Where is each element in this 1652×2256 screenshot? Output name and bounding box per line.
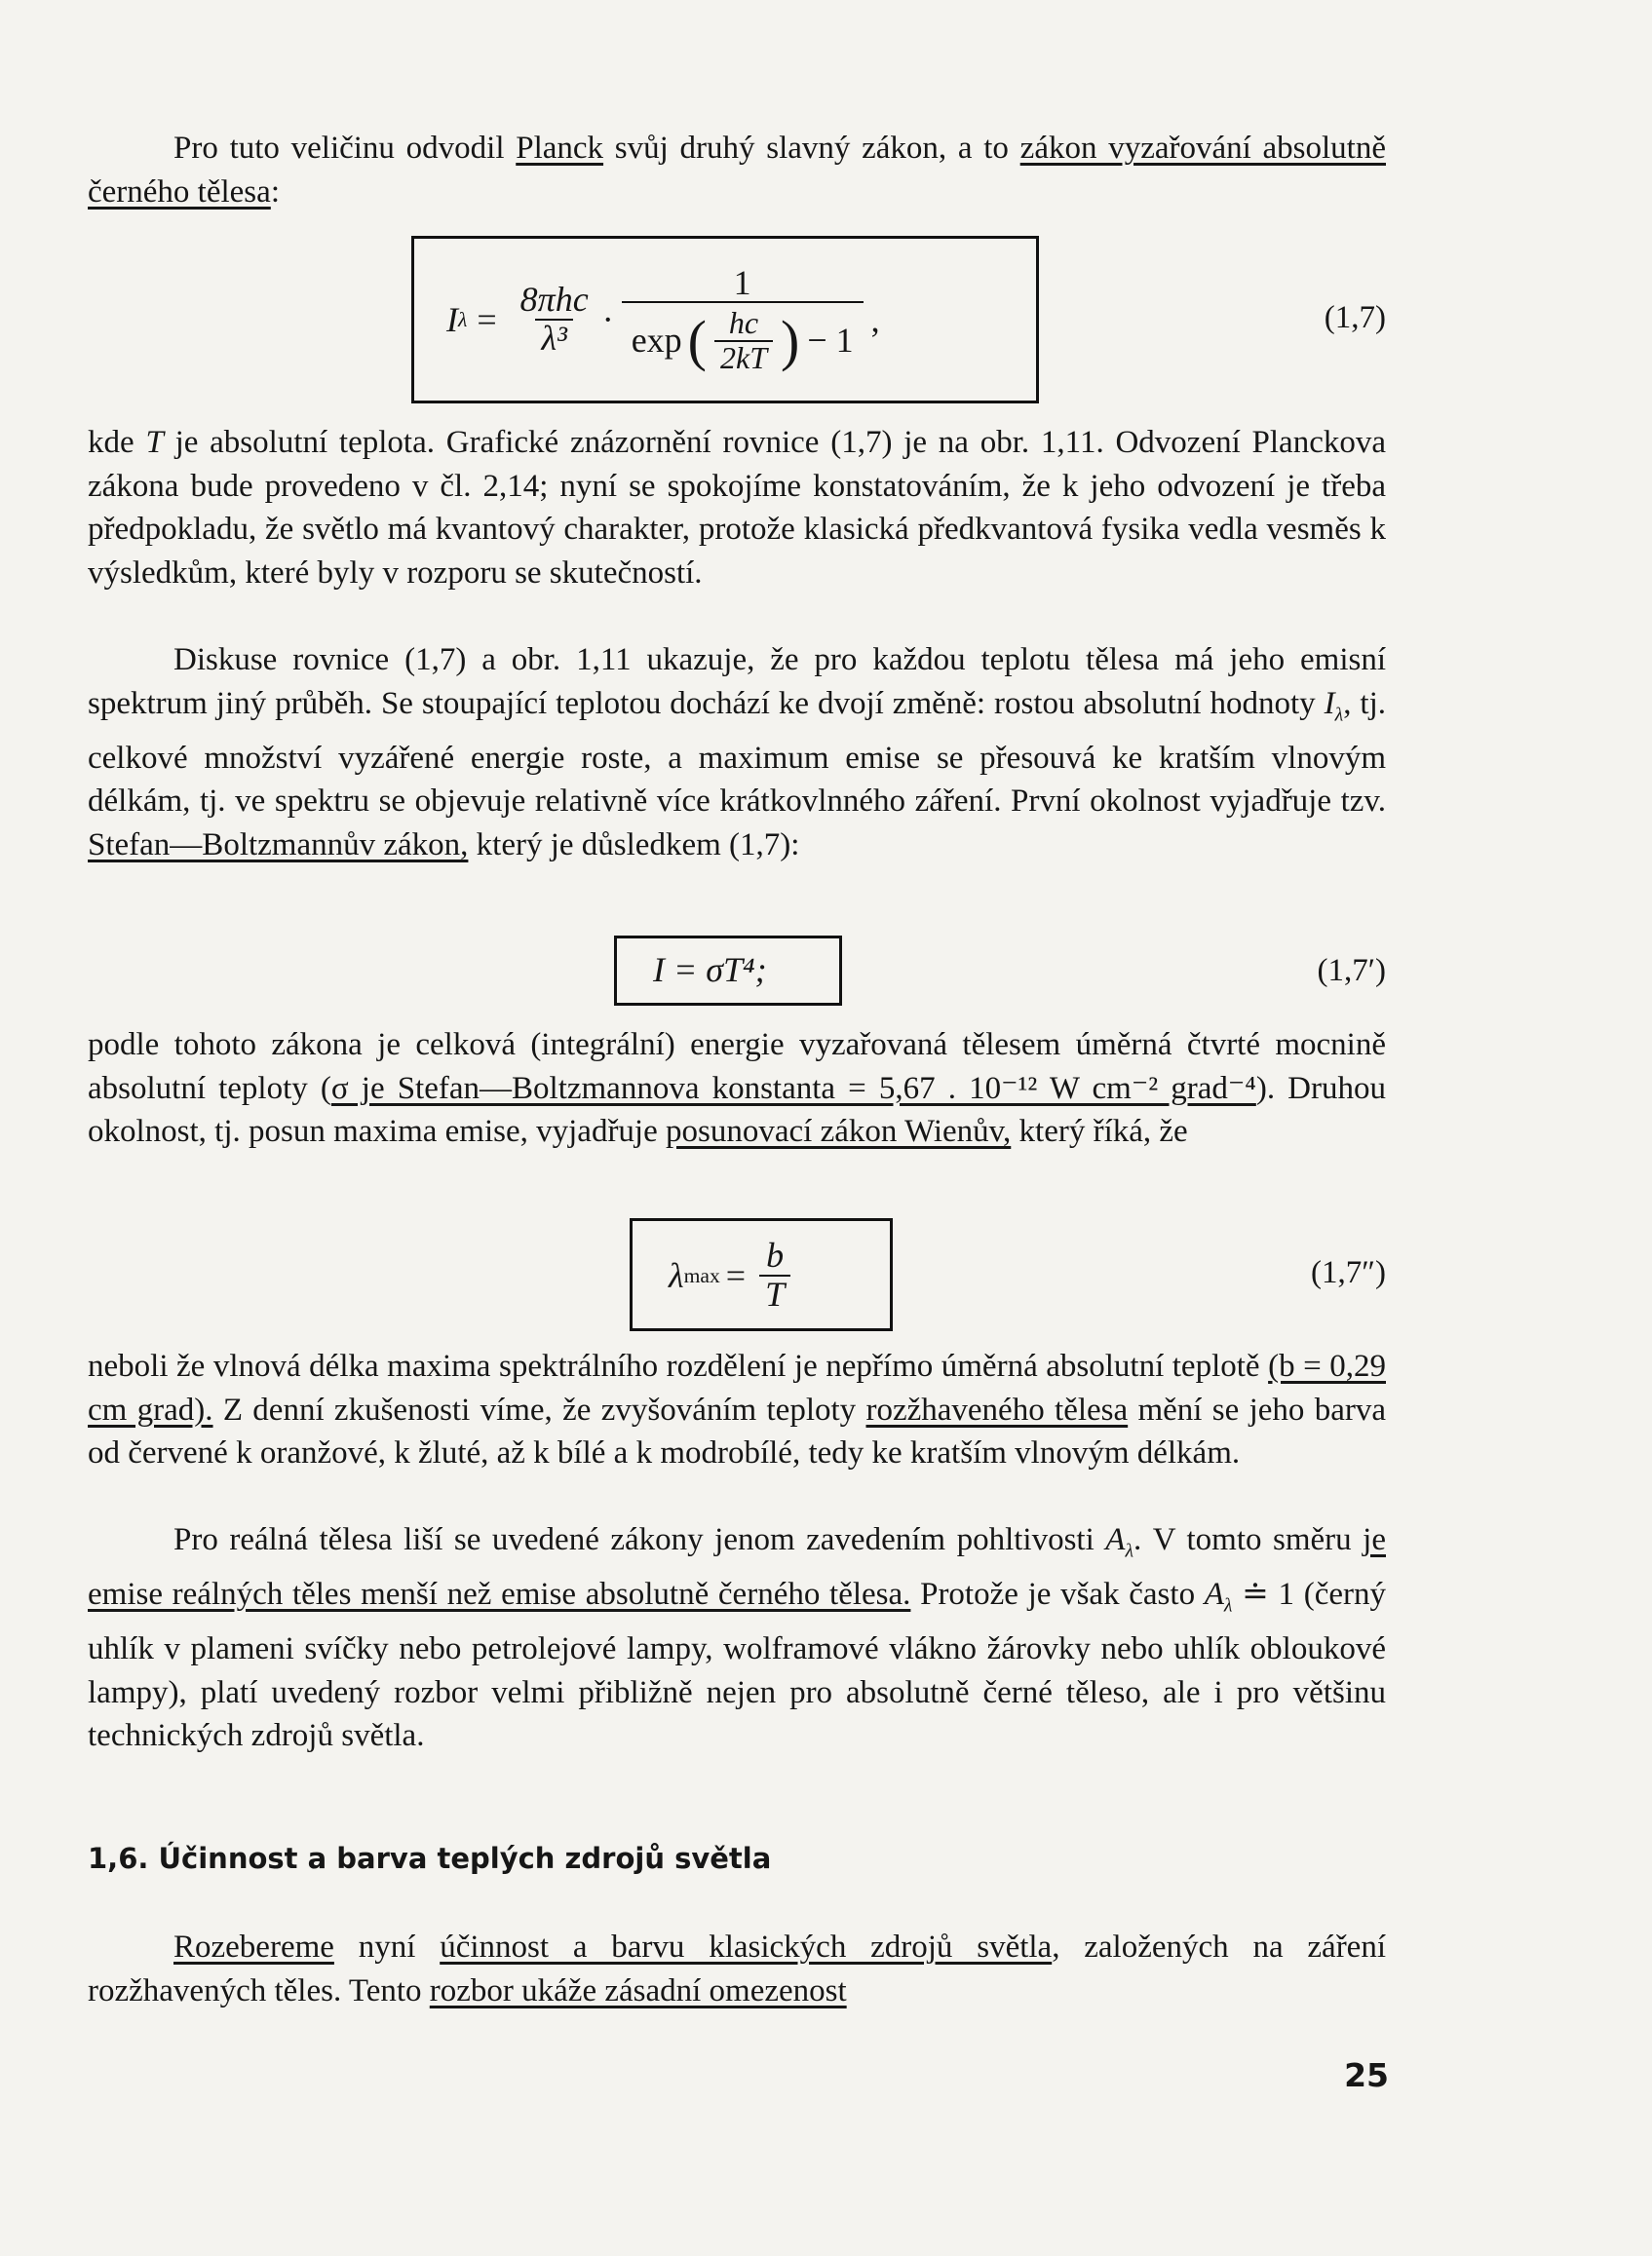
text: Protože je však často <box>910 1577 1205 1613</box>
eq-lhs: λ <box>669 1256 684 1295</box>
symbol-A: A <box>1105 1522 1126 1557</box>
symbol-I: I <box>1324 685 1335 721</box>
eq-equals: = <box>477 300 497 339</box>
minus-one: − 1 <box>807 320 854 360</box>
paragraph-wien-consequence <box>88 1345 1386 1475</box>
equation-planck <box>446 251 880 388</box>
planck-name: Planck <box>516 131 604 166</box>
frac-denominator: λ³ <box>535 319 572 358</box>
frac-numerator: 8πhc <box>519 280 589 320</box>
underlined-phrase: účinnost a barvu klasických zdrojů světla <box>440 1930 1053 1965</box>
exp-label: exp <box>631 320 682 360</box>
inner-denominator: 2kT <box>714 340 773 375</box>
equation-wien <box>669 1224 798 1327</box>
text: mění se jeho barva od červené k oranžové, k žluté, až k bílé a k modrobílé, tedy ke kratším vlnovým délkám. <box>88 1392 1386 1471</box>
eq-lhs-sub: max <box>683 1263 720 1287</box>
paragraph-planck-intro <box>88 127 1386 213</box>
hot-body-underlined: rozžhaveného tělesa <box>865 1392 1129 1428</box>
text: neboli že vlnová délka maxima spektrálního rozdělení je nepřímo úměrná absolutní teplotě <box>88 1349 1269 1384</box>
symbol-I-sub: λ <box>1334 704 1344 726</box>
frac-denominator: T <box>759 1275 790 1314</box>
symbol-T: T <box>145 425 164 460</box>
text: Diskuse rovnice (1,7) a obr. 1,11 ukazuje, že pro každou teplotu tělesa má jeho emisní spektrum jiný průběh. Se stoupající teplotou dochází ke dvojí změně: rostou absolutní hodnoty <box>88 642 1386 721</box>
fraction-exp <box>622 262 864 375</box>
eq-lhs-sub: λ <box>458 307 468 331</box>
fraction-constant <box>515 282 595 358</box>
text: . V tomto směru <box>1133 1522 1364 1557</box>
text: Pro tuto veličinu odvodil <box>173 131 517 166</box>
underlined-phrase: rozbor ukáže zásadní omezenost <box>429 1972 847 2008</box>
symbol-A: A <box>1204 1577 1224 1613</box>
symbol-A-sub: λ <box>1223 1594 1233 1617</box>
stefan-constant: σ je Stefan—Boltzmannova konstanta = 5,67 . 10⁻¹² W cm⁻² grad⁻⁴ <box>330 1070 1256 1106</box>
text: nyní <box>333 1930 441 1965</box>
eq-dot: · <box>601 300 614 339</box>
law-name-underlined: zákon vyzařování absolutně černého tělesa <box>88 131 1386 210</box>
text: , založených na záření rozžhavených těles. Tento <box>88 1930 1387 2008</box>
underlined-word: Rozebereme <box>173 1930 334 1965</box>
fraction-wien <box>759 1238 790 1314</box>
wien-law: posunovací zákon Wienův, <box>666 1114 1012 1149</box>
text: svůj druhý slavný zákon, a to <box>603 131 1020 166</box>
eq-lhs: I <box>446 300 458 339</box>
paragraph-real-bodies <box>88 1518 1386 1758</box>
text: je absolutní teplota. Grafické znázornění rovnice (1,7) je na obr. 1,11. Odvození Planckova zákona bude provedeno v čl. 2,14; nyní se spokojíme konstatováním, že k jeho odvození je třeba předpokladu, že světlo má kvantový charakter, protože klasická předkvantová fysika vedla vesměs k výsledkům, které byly v rozporu se skutečností. <box>88 425 1386 591</box>
fraction-inner <box>714 307 773 374</box>
text: který je důsledkem (1,7): <box>468 826 800 862</box>
section-title: Účinnost a barva teplých zdrojů světla <box>158 1842 772 1875</box>
frac-denominator: exp ( $\frac{hc}{2kT}$ ) − 1 <box>622 301 864 374</box>
page-number: 25 <box>1344 2056 1389 2094</box>
stefan-boltzmann-law: Stefan—Boltzmannův zákon, <box>88 826 469 862</box>
paragraph-absolute-temperature <box>88 421 1386 594</box>
paragraph-section-intro <box>88 1926 1386 2012</box>
equation-stefan-boltzmann: I = σT⁴; <box>653 950 767 989</box>
paragraph-stefan-constant <box>88 1023 1386 1154</box>
text: ). Druhou okolnost, tj. posun maxima emise, vyjadřuje <box>88 1070 1387 1149</box>
inner-numerator: hc <box>728 305 759 341</box>
text: který říká, že <box>1011 1114 1188 1149</box>
section-heading <box>88 1842 771 1875</box>
wien-constant: (b = 0,29 cm grad). <box>88 1349 1386 1428</box>
equation-number-1-7-prime: (1,7′) <box>1317 953 1386 988</box>
symbol-A-sub: λ <box>1125 1540 1134 1562</box>
frac-numerator: b <box>766 1236 785 1276</box>
text: podle tohoto zákona je celková (integrální) energie vyzařovaná tělesem úměrná čtvrté mocnině absolutní teploty ( <box>88 1027 1386 1106</box>
equation-number-1-7: (1,7) <box>1324 300 1386 335</box>
text: kde <box>88 425 146 460</box>
text: Pro reálná tělesa liší se uvedené zákony jenom zavedením pohltivosti <box>173 1522 1106 1557</box>
text: : <box>270 173 280 210</box>
section-number: 1,6. <box>88 1842 149 1875</box>
eq-comma: , <box>870 300 880 339</box>
paragraph-discussion <box>88 638 1386 866</box>
equation-number-1-7-double-prime: (1,7″) <box>1311 1255 1386 1290</box>
frac-numerator: 1 <box>733 262 751 302</box>
eq-equals: = <box>725 1256 747 1295</box>
text: Z denní zkušenosti víme, že zvyšováním teploty <box>212 1392 866 1428</box>
text: ≐ 1 (černý uhlík v plameni svíčky nebo petrolejové lampy, wolframové vlákno žárovky nebo uhlík obloukové lampy), platí uvedený rozbor velmi přibližně nejen pro absolutně černé těleso, ale i pro většinu technických zdrojů světla. <box>88 1577 1386 1754</box>
emission-claim: je emise reálných těles menší než emise absolutně černého tělesa. <box>88 1522 1386 1613</box>
text: , tj. celkové množství vyzářené energie roste, a maximum emise se přesouvá ke kratším vlnovým délkám, tj. ve spektru se objevuje relativně více krátkovlnného záření. První okolnost vyjadřuje tzv. <box>88 685 1386 820</box>
